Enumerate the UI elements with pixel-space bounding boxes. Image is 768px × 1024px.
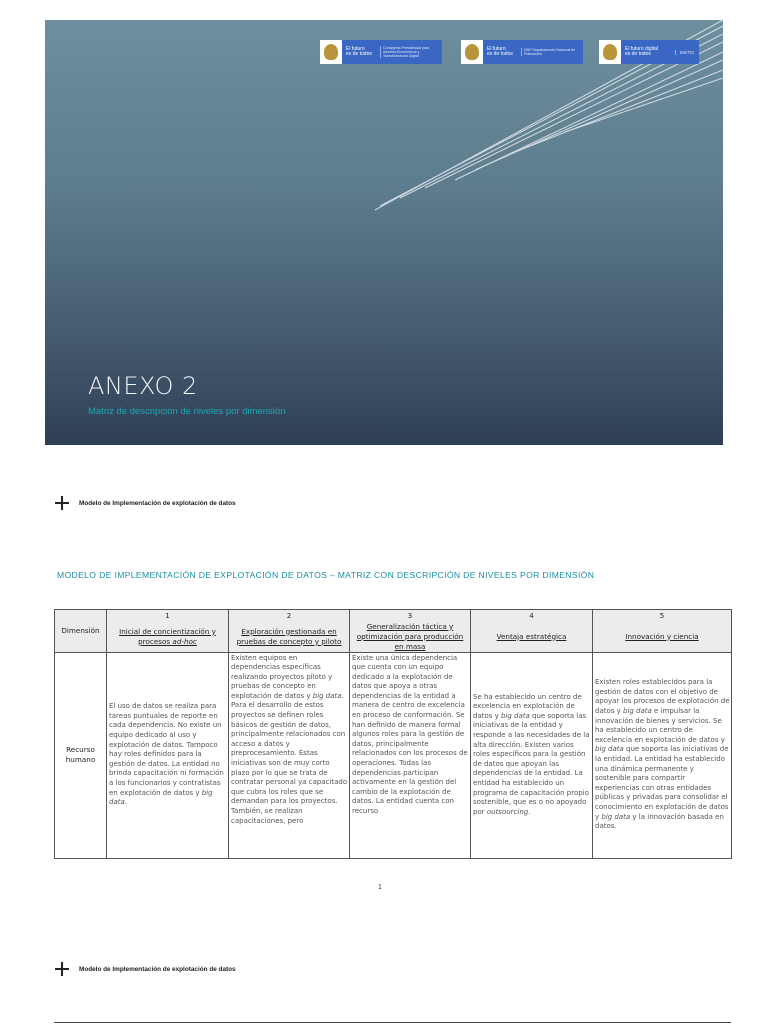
level-description xyxy=(471,652,593,858)
logo-entity: Consejería Presidencial para Asuntos Económicos y Transformación Digital xyxy=(380,46,442,58)
coat-of-arms-icon xyxy=(599,40,621,64)
level-number: 5 xyxy=(593,610,732,622)
logo-text-2: es de todos xyxy=(625,51,651,57)
logo-entity: MinTIC xyxy=(675,50,699,55)
level-description xyxy=(350,652,471,858)
description-text: El uso de datos se realiza para tareas puntuales de reporte en cada dependencia. No existe un equipo dedicado al uso y explotación de datos. Tampoco hay roles definidos para la gestión de datos. La entidad no brinda capacitación ni formación a los funcionarios y contratistas en explotación de datos y big data. xyxy=(109,702,224,807)
level-description xyxy=(229,652,350,858)
coat-of-arms-icon xyxy=(320,40,342,64)
level-number: 4 xyxy=(471,610,593,622)
dimension-cell: Recurso humano xyxy=(55,652,107,858)
level-number: 2 xyxy=(229,610,350,622)
running-header xyxy=(55,496,236,510)
maturity-matrix-table xyxy=(54,609,732,859)
level-description xyxy=(107,652,229,858)
plus-icon xyxy=(55,496,69,510)
level-name: Innovación y ciencia xyxy=(593,622,732,653)
coat-of-arms-icon xyxy=(461,40,483,64)
level-description xyxy=(593,652,732,858)
running-header-text: Modelo de Implementación de explotación de datos xyxy=(79,965,236,973)
description-text: Existe una única dependencia que cuenta con un equipo dedicado a la explotación de datos que apoya a otras dependencias de la entidad a manera de centro de excelencia en proceso de conformación. Se han definido de manera formal algunos roles para la gestión de datos, principalmente relacionados con los procesos de operaciones. Todas las dependencias participan activamente en la gestión del cambio de la explotación de datos. La entidad cuenta con recurso xyxy=(352,653,468,815)
section-title: MODELO DE IMPLEMENTACIÓN DE EXPLOTACIÓN DE DATOS – MATRIZ CON DESCRIPCIÓN DE NIVELES POR DIMENSIÓN xyxy=(57,570,595,580)
dimension-header: Dimensión xyxy=(55,610,107,653)
description-text: Se ha establecido un centro de excelencia en explotación de datos y big data que soporta las iniciativas de la entidad y responde a las necesidades de la alta dirección. Existen varios roles específicos para la gestión de datos que apoyan las dependencias de la entidad. La entidad ha establecido un programa de capacitación propio sostenible, que es o no apoyado por outsourcing. xyxy=(473,692,590,816)
logo-entity: DNP Departamento Nacional de Planeación xyxy=(521,48,583,56)
cover-banner xyxy=(45,20,723,445)
logo-text-1: El futuro xyxy=(487,45,506,52)
level-number: 3 xyxy=(350,610,471,622)
level-number: 1 xyxy=(107,610,229,622)
logo-text-1: El futuro xyxy=(346,45,365,52)
running-header xyxy=(55,962,236,976)
page-number: 1 xyxy=(378,884,382,891)
description-text: Existen roles establecidos para la gestión de datos con el objetivo de apoyar los procesos de explotación de datos y big data e impulsar la innovación de bienes y servicios. Se ha establecido un centro de excelencia en explotación de datos y big data que soporta las iniciativas de la entidad. La entidad ha establecido una dinámica permanente y sostenible para compartir experiencias con otras entidades públicas y privadas para consolidar el conocimiento en explotación de datos y big data y la innovación basada en datos. xyxy=(595,678,730,831)
logo-dnp xyxy=(461,40,583,64)
logo-text-2: es de todos xyxy=(487,51,513,57)
description-text: Existen equipos en dependencias específicas realizando proyectos piloto y pruebas de concepto en explotación de datos y big data. Para el desarrollo de estos proyectos se definen roles básicos de gestión de datos, principalmente relacionados con acceso a datos y preprocesamiento. Estas iniciativas son de muy corto plazo por lo que se trata de contratar personal ya capacitado que cubra los roles que se demandan para los proyectos. También, se realizan capacitaciones, pero xyxy=(231,653,348,825)
cover-title: ANEXO 2 xyxy=(88,372,198,400)
cover-subtitle: Matriz de descripción de niveles por dimensión xyxy=(88,406,286,417)
level-name: Generalización táctica y optimización para producción en masa xyxy=(350,622,471,653)
table-row xyxy=(55,652,732,858)
level-name: Inicial de concientización y procesos ad-hoc xyxy=(107,622,229,653)
plus-icon xyxy=(55,962,69,976)
logo-presidencia xyxy=(320,40,442,64)
logo-text-1: El futuro digital xyxy=(625,45,659,52)
level-name: Exploración gestionada en pruebas de concepto y piloto xyxy=(229,622,350,653)
running-header-text: Modelo de Implementación de explotación de datos xyxy=(79,499,236,507)
logo-text-2: es de todos xyxy=(346,51,372,57)
logo-mintic xyxy=(599,40,699,64)
level-name: Ventaja estratégica xyxy=(471,622,593,653)
divider xyxy=(54,1022,731,1023)
